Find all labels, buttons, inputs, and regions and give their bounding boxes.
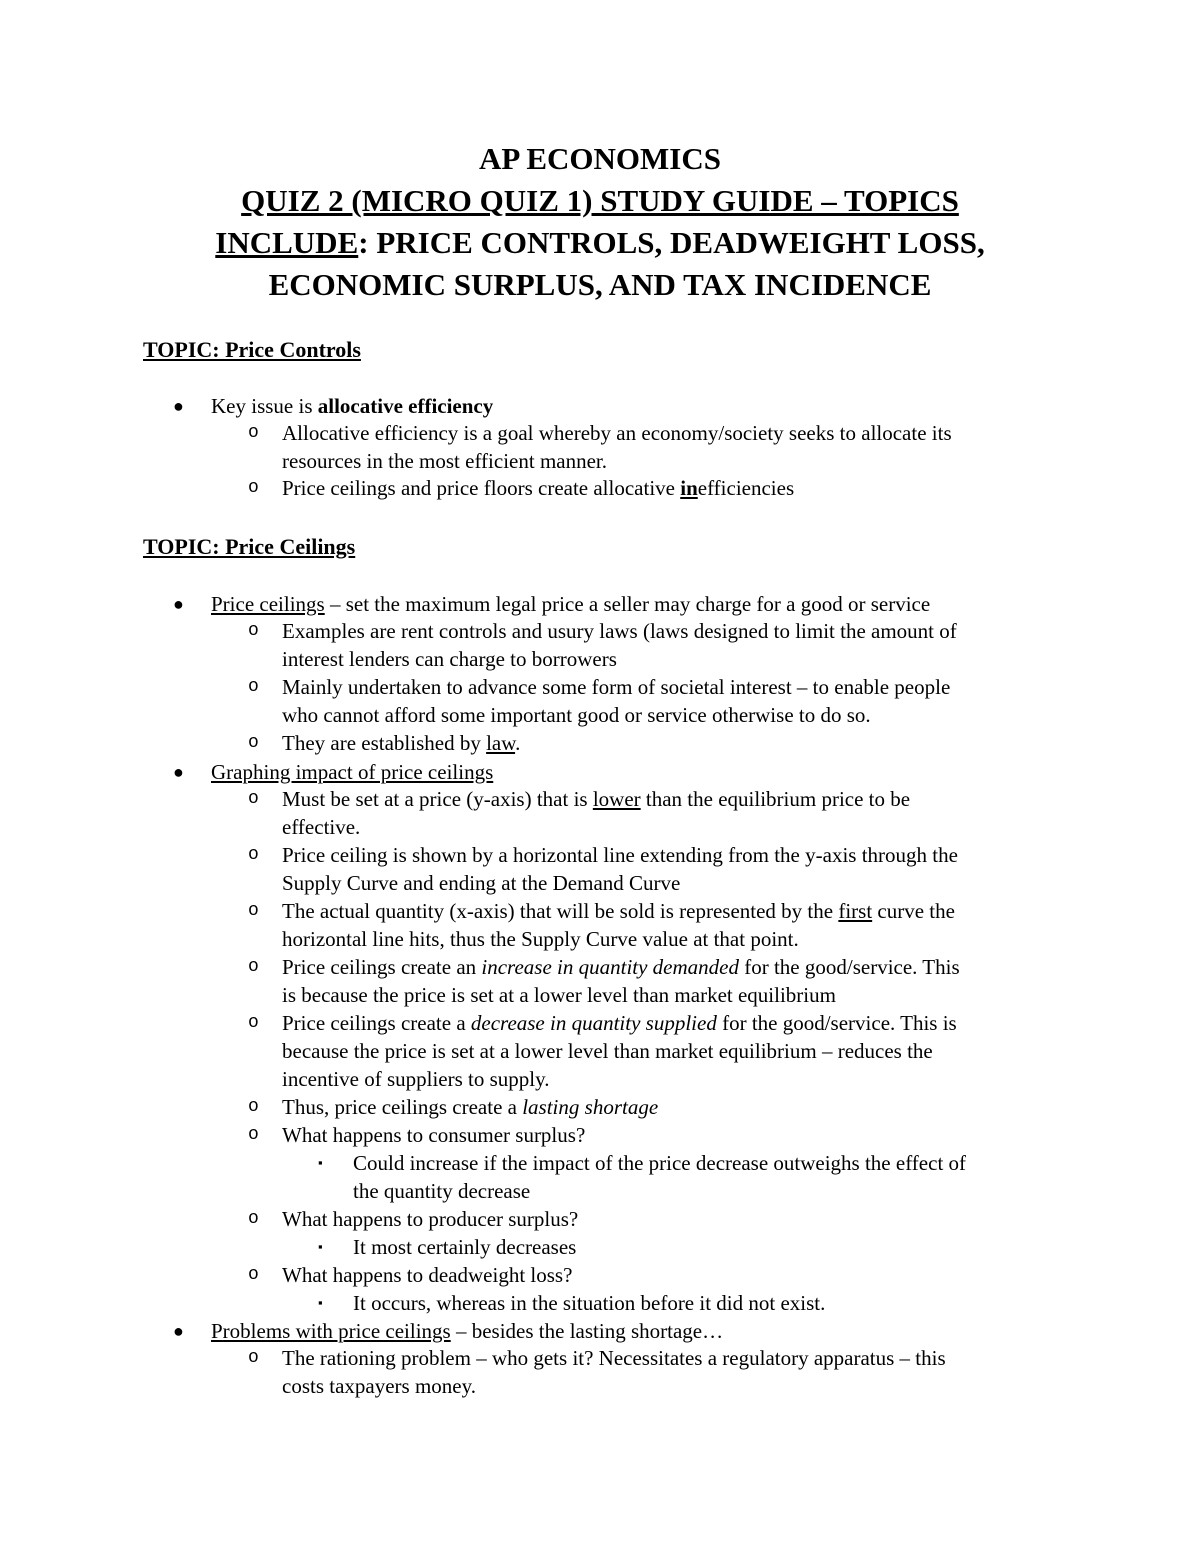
italic-text: lasting shortage <box>522 1095 659 1119</box>
list-item: It most certainly decreases <box>353 1235 577 1259</box>
title-include-label: INCLUDE <box>215 225 359 260</box>
circle-marker: o <box>248 1013 259 1033</box>
circle-marker: o <box>248 845 259 865</box>
text: Thus, price ceilings create a <box>282 1095 523 1119</box>
text: Price ceilings and price floors create allocative <box>282 476 681 500</box>
list-item: What happens to consumer surplus? <box>282 1123 586 1147</box>
list-item: Could increase if the impact of the price decrease outweighs the effect of <box>353 1151 967 1175</box>
text: Must be set at a price (y-axis) that is <box>282 787 593 811</box>
underlined-term: Price ceilings <box>211 592 325 616</box>
title-topics-list: : PRICE CONTROLS, DEADWEIGHT LOSS, <box>358 225 985 260</box>
list-item <box>282 1009 957 1037</box>
square-marker: ▪ <box>318 1155 323 1170</box>
list-item <box>282 474 794 502</box>
circle-marker: o <box>248 957 259 977</box>
italic-text: decrease in quantity supplied <box>470 1011 717 1035</box>
text: . <box>515 731 521 755</box>
circle-marker: o <box>248 677 259 697</box>
section-heading-price-ceilings: TOPIC: Price Ceilings <box>143 534 356 559</box>
list-item: Mainly undertaken to advance some form of societal interest – to enable people <box>282 675 951 699</box>
list-item <box>211 392 493 420</box>
circle-marker: o <box>248 423 259 443</box>
document-title <box>130 138 1070 306</box>
list-item-continuation: the quantity decrease <box>353 1179 531 1203</box>
bold-text: allocative efficiency <box>317 394 494 418</box>
text: – set the maximum legal price a seller may charge for a good or service <box>324 592 931 616</box>
list-item: What happens to producer surplus? <box>282 1207 579 1231</box>
list-item-continuation: interest lenders can charge to borrowers <box>282 647 617 671</box>
circle-marker: o <box>248 789 259 809</box>
underlined-term: Graphing impact of price ceilings <box>211 760 494 784</box>
bullet-marker: ● <box>173 762 184 782</box>
list-item: What happens to deadweight loss? <box>282 1263 573 1287</box>
list-item <box>282 785 910 813</box>
list-item: It occurs, whereas in the situation before it did not exist. <box>353 1291 826 1315</box>
text: for the good/service. This is <box>716 1011 957 1035</box>
italic-text: increase in quantity demanded <box>481 955 739 979</box>
underlined-term: law <box>486 731 516 755</box>
circle-marker: o <box>248 733 259 753</box>
title-line-4: ECONOMIC SURPLUS, AND TAX INCIDENCE <box>268 267 932 302</box>
square-marker: ▪ <box>318 1295 323 1310</box>
list-item: Allocative efficiency is a goal whereby an economy/society seeks to allocate its <box>282 421 952 445</box>
list-item-continuation: incentive of suppliers to supply. <box>282 1067 550 1091</box>
emphasis-text: in <box>680 476 698 500</box>
circle-marker: o <box>248 478 259 498</box>
list-item <box>211 758 493 786</box>
title-line-3 <box>130 222 1070 264</box>
title-line-2: QUIZ 2 (MICRO QUIZ 1) STUDY GUIDE – TOPICS <box>241 183 959 218</box>
circle-marker: o <box>248 1097 259 1117</box>
circle-marker: o <box>248 1209 259 1229</box>
list-item-continuation: effective. <box>282 815 361 839</box>
text: The actual quantity (x-axis) that will be sold is represented by the <box>282 899 839 923</box>
list-item <box>282 1093 658 1121</box>
list-item <box>282 729 520 757</box>
text: They are established by <box>282 731 487 755</box>
list-item <box>282 953 960 981</box>
list-item <box>211 590 930 618</box>
list-item-continuation: resources in the most efficient manner. <box>282 449 608 473</box>
list-item <box>211 1317 723 1345</box>
bullet-marker: ● <box>173 396 184 416</box>
list-item: Price ceiling is shown by a horizontal line extending from the y-axis through the <box>282 843 958 867</box>
list-item-continuation: who cannot afford some important good or service otherwise to do so. <box>282 703 871 727</box>
circle-marker: o <box>248 621 259 641</box>
list-item-continuation: horizontal line hits, thus the Supply Curve value at that point. <box>282 927 799 951</box>
text: Price ceilings create a <box>282 1011 471 1035</box>
circle-marker: o <box>248 901 259 921</box>
text: Price ceilings create an <box>282 955 482 979</box>
circle-marker: o <box>248 1265 259 1285</box>
text: for the good/service. This <box>738 955 960 979</box>
text: Key issue is <box>211 394 318 418</box>
text: efficiencies <box>697 476 795 500</box>
text: curve the <box>872 899 955 923</box>
underlined-term: lower <box>592 787 641 811</box>
list-item-continuation: costs taxpayers money. <box>282 1374 477 1398</box>
text: – besides the lasting shortage… <box>450 1319 724 1343</box>
section-heading-price-controls: TOPIC: Price Controls <box>143 337 361 362</box>
underlined-term: Problems with price ceilings <box>211 1319 451 1343</box>
circle-marker: o <box>248 1348 259 1368</box>
list-item: Examples are rent controls and usury laws (laws designed to limit the amount of <box>282 619 957 643</box>
list-item <box>282 897 955 925</box>
bullet-marker: ● <box>173 1321 184 1341</box>
underlined-term: first <box>838 899 873 923</box>
bullet-marker: ● <box>173 594 184 614</box>
list-item-continuation: because the price is set at a lower level than market equilibrium – reduces the <box>282 1039 933 1063</box>
text: than the equilibrium price to be <box>640 787 911 811</box>
list-item: The rationing problem – who gets it? Necessitates a regulatory apparatus – this <box>282 1346 946 1370</box>
circle-marker: o <box>248 1125 259 1145</box>
title-line-1: AP ECONOMICS <box>479 141 721 176</box>
list-item-continuation: is because the price is set at a lower level than market equilibrium <box>282 983 836 1007</box>
square-marker: ▪ <box>318 1239 323 1254</box>
list-item-continuation: Supply Curve and ending at the Demand Curve <box>282 871 681 895</box>
